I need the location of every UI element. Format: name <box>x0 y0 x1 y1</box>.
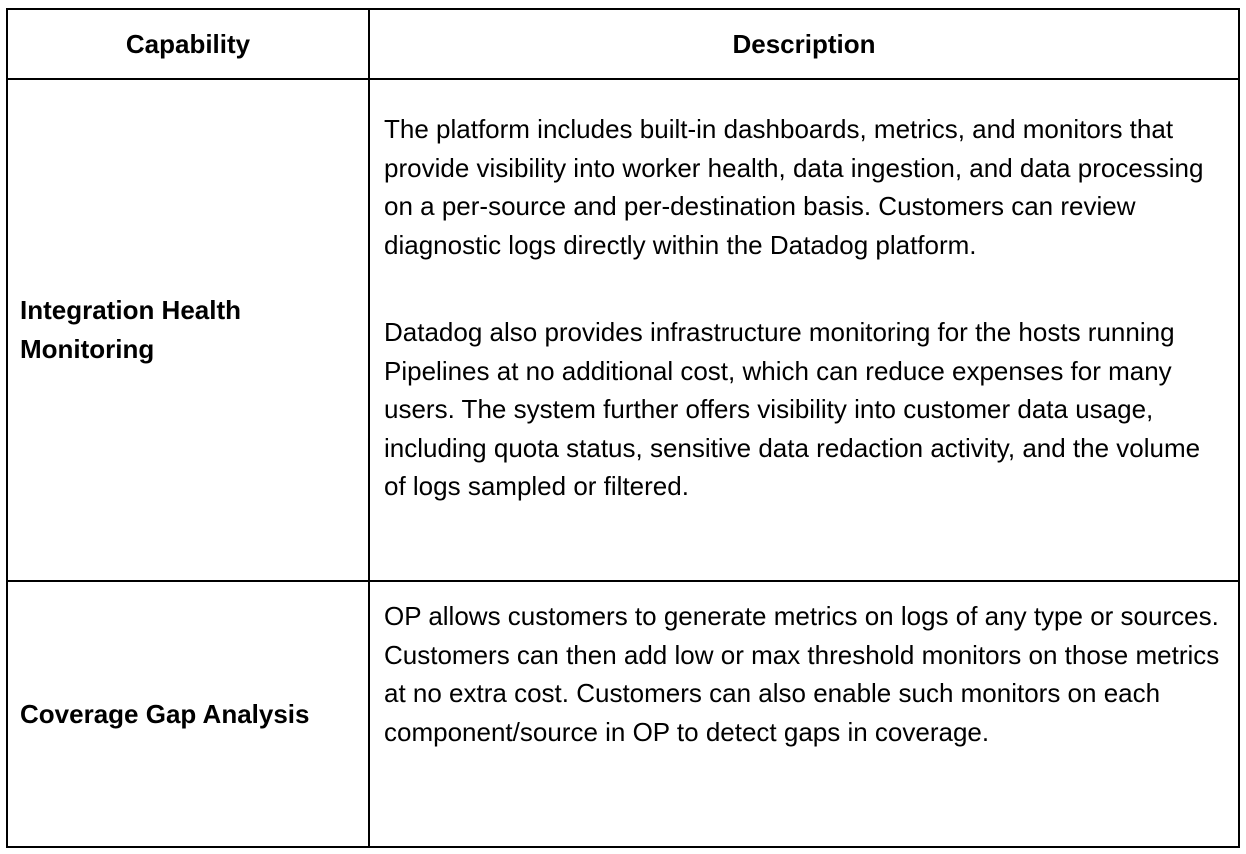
description-paragraph: OP allows customers to generate metrics on logs of any type or sources. Customers can then add low or max threshold monitors on those metrics at no extra cost. Customers can also enable such monitors on each component/source in OP to detect gaps in coverage. <box>384 601 1220 747</box>
table-header-row <box>7 9 1239 79</box>
capability-cell: Coverage Gap Analysis <box>7 581 369 847</box>
header-capability: Capability <box>7 9 369 79</box>
description-paragraph: Datadog also provides infrastructure monitoring for the hosts running Pipelines at no additional cost, which can reduce expenses for many users. The system further offers visibility into customer data usage, including quota status, sensitive data redaction activity, and the volume of logs sampled or filtered. <box>384 317 1201 501</box>
description-cell <box>369 581 1239 847</box>
table-row <box>7 79 1239 581</box>
capability-table <box>6 8 1240 848</box>
description-cell <box>369 79 1239 581</box>
header-description: Description <box>369 9 1239 79</box>
capability-cell: Integration Health Monitoring <box>7 79 369 581</box>
table-row <box>7 581 1239 847</box>
description-paragraph: The platform includes built-in dashboards, metrics, and monitors that provide visibility into worker health, data ingestion, and data processing on a per-source and per-destination basis. Customers can review diagnostic logs directly within the Datadog platform. <box>384 114 1204 260</box>
